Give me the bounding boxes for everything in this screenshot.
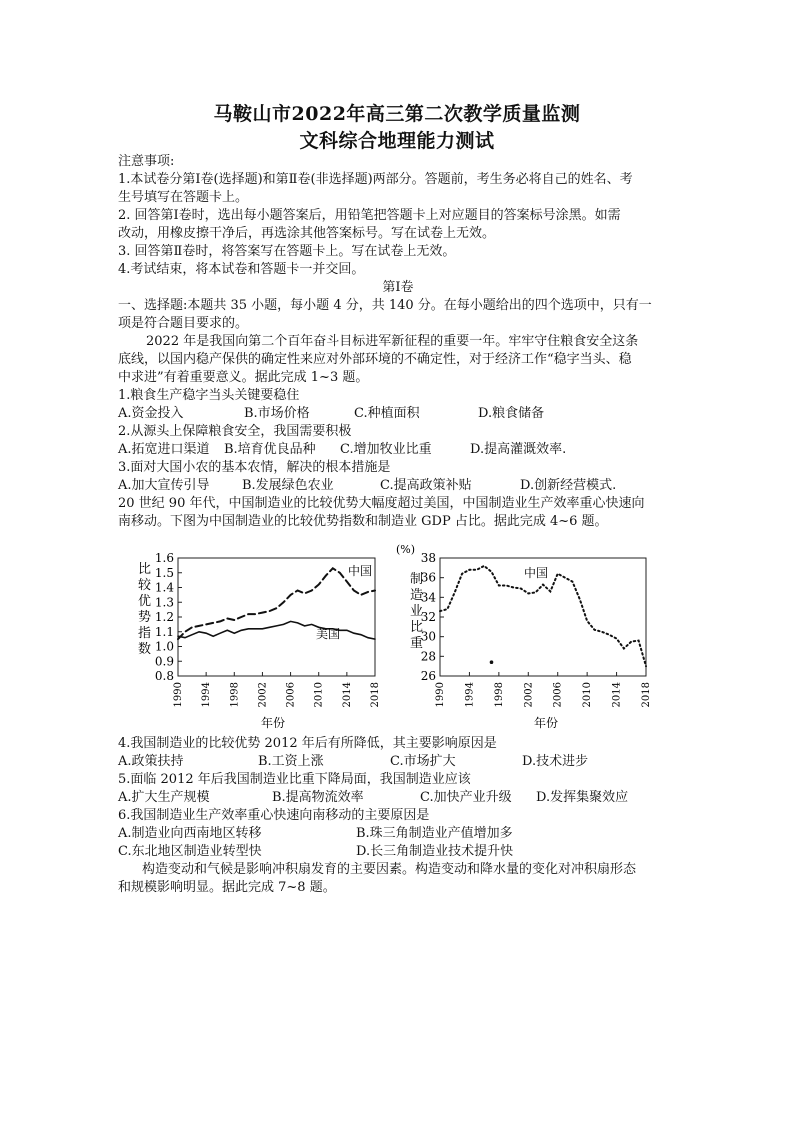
x-tick-label: 2006 [552, 682, 564, 708]
y-tick-label: 0.8 [154, 669, 174, 683]
series-line-中国 [440, 566, 646, 666]
x-tick-label: 1998 [229, 682, 241, 708]
series-line-中国 [178, 568, 375, 639]
y-tick-label: 30 [420, 629, 436, 644]
y-tick-label: 36 [420, 570, 436, 585]
y-tick-label: 1.1 [154, 624, 174, 639]
passage2-line: 20 世纪 90 年代，中国制造业的比较优势大幅度超过美国，中国制造业生产效率重心快速向 [118, 496, 645, 511]
plot-area [421, 551, 652, 707]
x-tick-label: 2010 [313, 682, 325, 708]
x-tick-label: 2002 [523, 682, 535, 708]
y-axis-label: 比较优势指数 [138, 562, 152, 657]
x-axis-label: 年份 [260, 716, 286, 730]
x-tick-label: 2010 [582, 682, 594, 708]
x-tick-label: 2018 [370, 682, 381, 708]
option-c[interactable]: C.加快产业升级 [420, 790, 512, 805]
notice-line: 1.本试卷分第Ⅰ卷(选择题)和第Ⅱ卷(非选择题)两部分。答题前，考生务必将自己的姓名、考 [118, 172, 633, 187]
question-2-stem: 2.从源头上保障粮食安全，我国需要积极 [118, 424, 352, 439]
section-intro-line: 一、选择题:本题共 35 小题，每小题 4 分，共 140 分。在每小题给出的四个选项中，只有一 [118, 298, 652, 313]
passage3-line: 和规模影响明显。据此完成 7~8 题。 [118, 880, 336, 895]
option-a[interactable]: A.政策扶持 [118, 754, 184, 769]
y-tick-label: 38 [420, 551, 436, 565]
x-tick-label: 1994 [201, 682, 213, 708]
section-intro-line: 项是符合题目要求的。 [118, 316, 249, 331]
option-d[interactable]: D.提高灌溉效率. [470, 442, 567, 457]
notice-line: 4.考试结束，将本试卷和答题卡一并交回。 [118, 262, 365, 277]
y-axis-label: 制造业比重 [410, 572, 424, 651]
option-b[interactable]: B.市场价格 [244, 406, 310, 421]
option-a[interactable]: A.拓宽进口渠道 [118, 442, 210, 457]
y-tick-label: 1.2 [154, 610, 174, 624]
option-b[interactable]: B.培育优良品种 [224, 442, 316, 457]
passage1-line: 底线，以国内稳产保供的确定性来应对外部环境的不确定性，对于经济工作“稳字当头、稳 [118, 352, 632, 367]
y-tick-label: 1.3 [154, 595, 174, 610]
notice-line: 3. 回答第Ⅱ卷时，将答案写在答题卡上。写在试卷上无效。 [118, 244, 456, 259]
chart-manufacturing-share [396, 543, 666, 738]
question-5-stem: 5.面临 2012 年后我国制造业比重下降局面，我国制造业应该 [118, 772, 471, 787]
passage1-line: 中求进”有着重要意义。据此完成 1~3 题。 [118, 370, 369, 385]
y-tick-label: 26 [420, 669, 436, 683]
option-b[interactable]: B.提高物流效率 [272, 790, 364, 805]
passage1-line: 2022 年是我国向第二个百年奋斗目标进军新征程的重要一年。牢牢守住粮食安全这条 [146, 334, 639, 349]
unit-label: (%) [396, 543, 416, 556]
x-tick-label: 1990 [435, 682, 446, 708]
y-tick-label: 1.5 [154, 565, 174, 580]
series-label-usa: 美国 [316, 627, 341, 641]
option-d[interactable]: D.技术进步 [522, 754, 589, 769]
option-c[interactable]: C.东北地区制造业转型快 [118, 844, 262, 859]
option-b[interactable]: B.发展绿色农业 [242, 478, 334, 493]
option-a[interactable]: A.扩大生产规模 [118, 790, 210, 805]
option-c[interactable]: C.提高政策补贴 [380, 478, 472, 493]
data-point [490, 660, 494, 664]
x-tick-label: 2002 [257, 682, 269, 708]
y-tick-label: 0.9 [154, 654, 174, 669]
series-label-china: 中国 [348, 564, 373, 578]
option-d[interactable]: D.粮食储备 [478, 406, 545, 421]
passage2-line: 南移动。下图为中国制造业的比较优势指数和制造业 GDP 占比。据此完成 4~6 题。 [118, 514, 608, 529]
plot-frame [178, 558, 375, 676]
y-tick-label: 34 [420, 590, 436, 605]
x-tick-label: 1990 [173, 682, 184, 708]
option-a[interactable]: A.制造业向西南地区转移 [118, 826, 262, 841]
y-tick-label: 1.6 [154, 551, 174, 565]
option-d[interactable]: D.发挥集聚效应 [536, 790, 629, 805]
question-3-stem: 3.面对大国小农的基本农情，解决的根本措施是 [118, 460, 391, 475]
manufacturing-share-chart-svg [396, 543, 666, 738]
option-c[interactable]: C.种植面积 [354, 406, 420, 421]
plot-area [155, 551, 381, 707]
notice-heading: 注意事项: [118, 154, 175, 169]
option-d[interactable]: D.长三角制造业技术提升快 [356, 844, 514, 859]
notice-line: 改动，用橡皮擦干净后，再选涂其他答案标号。写在试卷上无效。 [118, 226, 496, 241]
option-d[interactable]: D.创新经营模式. [520, 478, 617, 493]
y-tick-label: 1.4 [154, 580, 174, 595]
exam-title: 马鞍山市2022年高三第二次教学质量监测 [213, 103, 581, 125]
section-title: 第Ⅰ卷 [382, 280, 414, 295]
y-tick-label: 32 [420, 610, 436, 624]
question-6-stem: 6.我国制造业生产效率重心快速向南移动的主要原因是 [118, 808, 430, 823]
y-tick-label: 1.0 [154, 639, 174, 654]
option-b[interactable]: B.工资上涨 [258, 754, 324, 769]
option-a[interactable]: A.加大宣传引导 [118, 478, 210, 493]
question-1-stem: 1.粮食生产稳字当头关键要稳住 [118, 388, 300, 403]
question-4-stem: 4.我国制造业的比较优势 2012 年后有所降低，其主要影响原因是 [118, 736, 497, 751]
exam-subtitle: 文科综合地理能力测试 [299, 130, 495, 152]
series-label-china: 中国 [524, 566, 549, 580]
x-tick-label: 1998 [493, 682, 505, 708]
option-a[interactable]: A.资金投入 [118, 406, 184, 421]
x-tick-label: 2006 [285, 682, 297, 708]
option-b[interactable]: B.珠三角制造业产值增加多 [356, 826, 513, 841]
y-tick-label: 28 [420, 649, 436, 664]
notice-line: 2. 回答第Ⅰ卷时，选出每小题答案后，用铅笔把答题卡上对应题目的答案标号涂黑。如需 [118, 208, 621, 223]
x-tick-label: 2018 [641, 682, 652, 708]
option-c[interactable]: C.增加牧业比重 [340, 442, 432, 457]
x-tick-label: 2014 [341, 682, 353, 708]
x-axis-label: 年份 [533, 716, 559, 730]
x-tick-label: 2014 [611, 682, 623, 708]
comparative-advantage-chart-svg [118, 543, 388, 738]
passage3-line: 构造变动和气候是影响冲积扇发育的主要因素。构造变动和降水量的变化对冲积扇形态 [142, 862, 637, 877]
option-c[interactable]: C.市场扩大 [390, 754, 456, 769]
chart-comparative-advantage [118, 543, 388, 738]
notice-line: 生号填写在答题卡上。 [118, 190, 249, 205]
x-tick-label: 1994 [464, 682, 476, 708]
